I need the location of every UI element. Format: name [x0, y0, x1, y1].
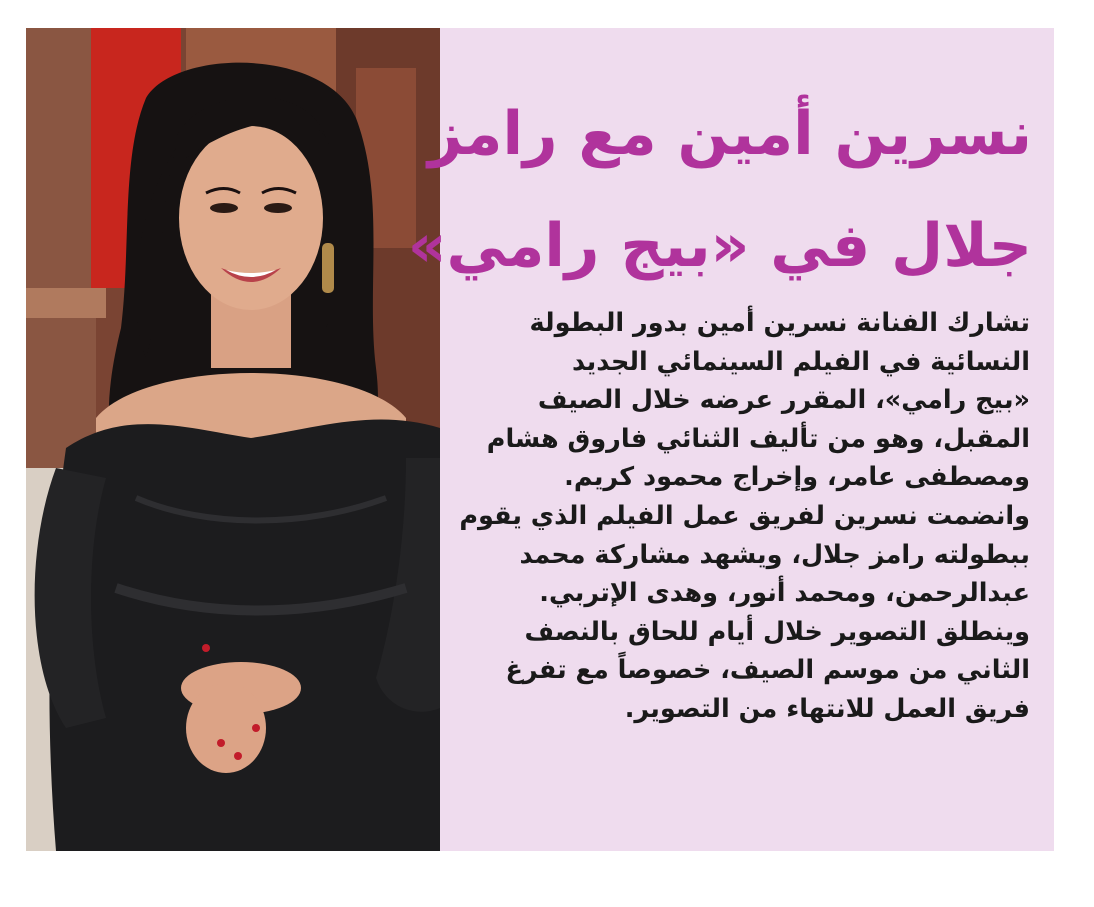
body-line: فريق العمل للانتهاء من التصوير. — [624, 693, 1030, 724]
body-line: وينطلق التصوير خلال أيام للحاق بالنصف — [524, 616, 1030, 647]
body-line: وانضمت نسرين لفريق عمل الفيلم الذي يقوم — [459, 500, 1030, 531]
body-line: ببطولته رامز جلال، ويشهد مشاركة محمد — [519, 539, 1030, 570]
body-line: النسائية في الفيلم السينمائي الجديد — [571, 346, 1030, 377]
body-line: الثاني من موسم الصيف، خصوصاً مع تفرغ — [505, 655, 1030, 686]
article-panel — [407, 28, 1054, 851]
portrait-illustration — [26, 28, 440, 851]
body-line: عبدالرحمن، ومحمد أنور، وهدى الإتربي. — [539, 578, 1030, 609]
headline-line: جلال في «بيج رامي» — [407, 211, 1032, 281]
body-line: المقبل، وهو من تأليف الثنائي فاروق هشام — [486, 423, 1030, 454]
body-line: ومصطفى عامر، وإخراج محمود كريم. — [564, 462, 1030, 493]
news-clipping — [26, 28, 1054, 851]
article-body — [459, 304, 1030, 729]
body-line: «بيج رامي»، المقرر عرضه خلال الصيف — [537, 385, 1030, 416]
article-headline — [407, 78, 1032, 302]
portrait-photo — [26, 28, 440, 851]
headline-line: نسرين أمين مع رامز — [427, 99, 1032, 169]
body-line: تشارك الفنانة نسرين أمين بدور البطولة — [529, 308, 1030, 338]
